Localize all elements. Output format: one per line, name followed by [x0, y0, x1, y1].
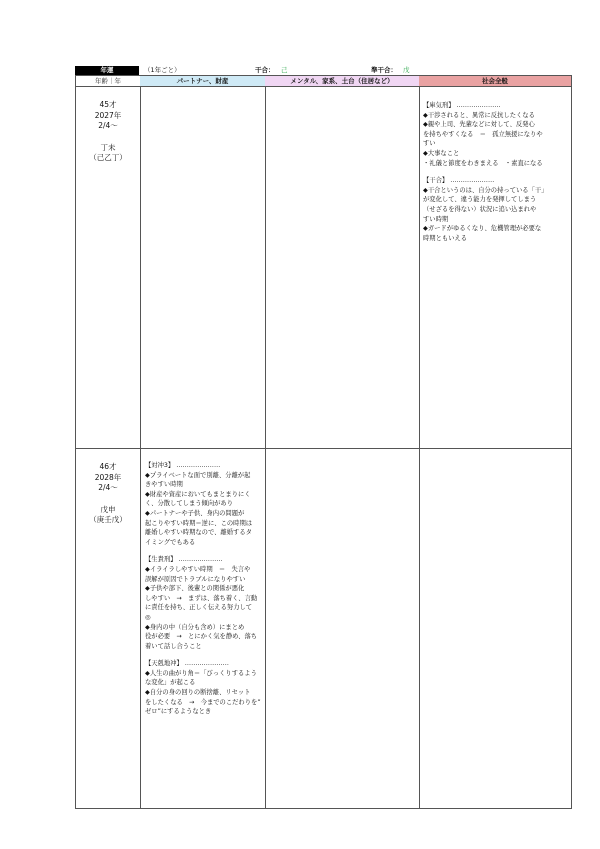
header-note: （1年ごと）: [144, 66, 181, 74]
partner-cell-row-2: [145, 461, 264, 725]
text-line: ◆人生の曲がり角＝「びっくりするよう: [145, 669, 257, 677]
header-label: 年運: [75, 66, 139, 75]
age: 46才: [99, 462, 117, 471]
text-line: ゼロ”にするようなとき: [145, 708, 212, 716]
zoukan: （己乙丁）: [89, 153, 127, 162]
text-line: く、分散してしまう傾向があり: [145, 500, 234, 508]
text-line: ◆イライラしやすい時期 ＝ 失言や: [145, 565, 251, 573]
fortune-table: [75, 75, 572, 809]
text-line: きやすい時期: [145, 481, 183, 489]
text-line: ◆プライベートな面で別離、分離が起: [145, 471, 251, 479]
text-line: ◆大事なこと: [423, 149, 460, 157]
text-block: [145, 461, 264, 547]
text-line: ◆身内の中（自分も含め）にまとめ: [145, 623, 245, 631]
text-line: 役が必要 → とにかく気を静め、落ち: [145, 633, 258, 641]
text-line: 起こりやすい時期＝逆に、この時期は: [145, 519, 253, 527]
kango-value: 己: [281, 66, 288, 74]
text-line: ◆ガードがゆるくなり、危機管理が必要な: [423, 225, 542, 233]
text-block: [145, 659, 264, 717]
text-block: [145, 555, 264, 651]
age: 45才: [99, 100, 117, 109]
block-title: 【天剋地冲】 …………………: [145, 660, 229, 668]
text-line: ・礼儀と節度をわきまえる ・素直になる: [423, 159, 543, 167]
jun-kango-label: 準干合：: [371, 66, 397, 74]
text-line: を持ちやすくなる ＝ 孤立無援になりや: [423, 130, 543, 138]
text-line: 着いて話し合うこと: [145, 642, 202, 650]
block-title: 【対冲3】 …………………: [145, 462, 221, 469]
text-line: な変化」が起こる: [145, 679, 196, 687]
text-line: ◆子供や部下、後輩との関係が悪化: [145, 585, 245, 593]
text-line: 誤解が原因でトラブルになりやすい: [145, 575, 246, 583]
block-title: 【生貴刑】 …………………: [145, 556, 223, 564]
column-header-partner: パートナー、財産: [140, 76, 265, 86]
zoukan: （庚壬戊）: [89, 515, 127, 524]
text-line: 時期ともいえる: [423, 234, 468, 242]
start-date: 2/4～: [98, 121, 118, 130]
divider-row: [76, 448, 571, 449]
divider-partner: [265, 76, 266, 808]
divider-mental: [419, 76, 420, 808]
year: 2027年: [94, 110, 122, 120]
year: 2028年: [94, 472, 122, 482]
block-title: 【庫気刑】 …………………: [423, 102, 501, 109]
block-title: 【干合】 …………………: [423, 177, 495, 185]
start-date: 2/4～: [98, 483, 118, 492]
society-cell-row-1: [423, 101, 569, 251]
text-line: （せざるを得ない）状況に追い込まれや: [423, 205, 537, 213]
text-line: ◆干渉されると、異常に反抗したくなる: [423, 111, 535, 119]
text-line: ◆干合というのは、自分の持っている「干」: [423, 186, 548, 194]
age-cell-row-1: [76, 100, 140, 164]
kanshi: 戊申: [100, 504, 116, 514]
text-line: に責任を持ち、正しく伝える努力して: [145, 604, 253, 612]
text-line: ◆パートナーや子供、身内の問題が: [145, 509, 245, 517]
divider-header: [76, 86, 571, 87]
jun-kango-value: 戊: [403, 66, 410, 74]
text-line: をしたくなる → 今までのこだわりを”: [145, 698, 261, 706]
column-header-mental: メンタル、家系、土台（住居など）: [265, 76, 419, 86]
column-header-society: 社会全般: [419, 76, 571, 86]
divider-age: [140, 76, 141, 808]
text-line: ◆自分の身の回りの断捨離、リセット: [145, 689, 251, 697]
kanshi: 丁未: [100, 142, 116, 152]
text-line: ◆親や上司、先輩などに対して、反発心: [423, 121, 535, 129]
text-block: [423, 101, 569, 168]
text-line: ◎: [145, 613, 151, 621]
text-line: すい: [423, 140, 436, 148]
text-line: しやすい → まずは、落ち着く、言動: [145, 594, 258, 602]
kango-label: 干合：: [255, 66, 275, 74]
header-row: [75, 66, 572, 75]
text-line: が変化して、違う能力を発揮してしまう: [423, 196, 537, 204]
text-line: 離婚しやすい時期なので、離婚するタ: [145, 529, 252, 537]
text-line: すい時期: [423, 215, 449, 223]
age-cell-row-2: [76, 462, 140, 526]
column-header-age-year: 年齢｜年: [95, 77, 121, 85]
text-line: ◆財産や資産においてもまとまりにく: [145, 490, 251, 498]
text-line: イミングでもある: [145, 538, 196, 546]
text-block: [423, 176, 569, 243]
